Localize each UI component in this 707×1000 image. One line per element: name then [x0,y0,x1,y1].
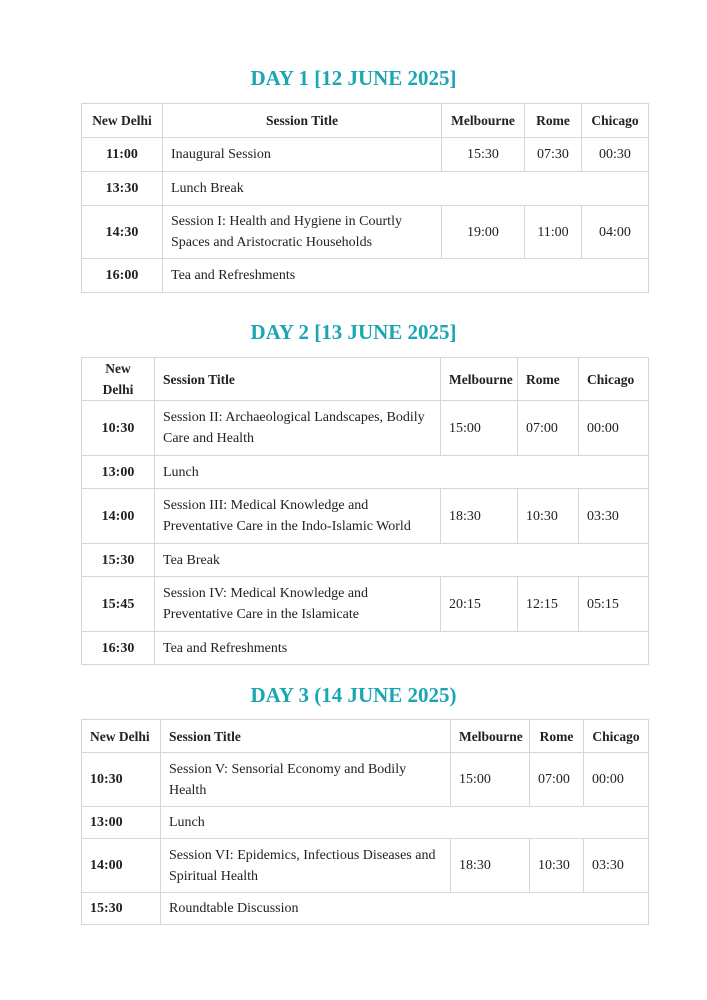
new-delhi-time: 14:30 [82,206,163,259]
table-row [82,893,649,925]
table-header-row [82,358,649,401]
day-2-title: DAY 2 [13 JUNE 2025] [250,320,457,344]
session-title: Session III: Medical Knowledge and Preventative Care in the Indo-Islamic World [155,489,441,544]
rome-time: 07:00 [530,753,584,807]
melbourne-time: 20:15 [441,577,518,632]
table-row [82,138,649,172]
table-header-row [82,104,649,138]
header-chicago: Chicago [579,358,649,401]
session-title: Lunch [155,456,649,489]
header-session-title: Session Title [155,358,441,401]
day-1-title: DAY 1 [12 JUNE 2025] [250,66,457,90]
new-delhi-time: 14:00 [82,839,161,893]
table-row [82,807,649,839]
chicago-time: 00:00 [579,401,649,456]
melbourne-time: 15:00 [441,401,518,456]
melbourne-time: 15:00 [451,753,530,807]
table-row [82,206,649,259]
chicago-time: 04:00 [582,206,649,259]
new-delhi-time: 11:00 [82,138,163,172]
session-title: Tea and Refreshments [163,259,649,293]
new-delhi-time: 13:00 [82,807,161,839]
day-3-title: DAY 3 (14 JUNE 2025) [250,683,457,707]
melbourne-time: 18:30 [451,839,530,893]
session-title: Lunch [161,807,649,839]
day-1-schedule-table [81,103,649,293]
chicago-time: 05:15 [579,577,649,632]
header-new-delhi: New Delhi [82,720,161,753]
header-melbourne: Melbourne [441,358,518,401]
header-chicago: Chicago [584,720,649,753]
new-delhi-time: 14:00 [82,489,155,544]
header-rome: Rome [530,720,584,753]
rome-time: 12:15 [518,577,579,632]
day-3-schedule-table [81,719,649,925]
session-title: Inaugural Session [163,138,442,172]
new-delhi-time: 16:00 [82,259,163,293]
session-title: Lunch Break [163,172,649,206]
session-title: Session VI: Epidemics, Infectious Diseases and Spiritual Health [161,839,451,893]
table-header-row [82,720,649,753]
session-title: Session I: Health and Hygiene in Courtly Spaces and Aristocratic Households [163,206,442,259]
table-row [82,401,649,456]
melbourne-time: 15:30 [442,138,525,172]
new-delhi-time: 13:30 [82,172,163,206]
melbourne-time: 19:00 [442,206,525,259]
new-delhi-time: 15:45 [82,577,155,632]
table-row [82,839,649,893]
table-row [82,259,649,293]
header-rome: Rome [518,358,579,401]
rome-time: 07:30 [525,138,582,172]
table-row [82,489,649,544]
chicago-time: 00:30 [582,138,649,172]
header-melbourne: Melbourne [451,720,530,753]
new-delhi-time: 15:30 [82,893,161,925]
rome-time: 07:00 [518,401,579,456]
new-delhi-time: 16:30 [82,632,155,665]
session-title: Session V: Sensorial Economy and Bodily Health [161,753,451,807]
day-2-schedule-table [81,357,649,665]
table-row [82,544,649,577]
session-title: Tea and Refreshments [155,632,649,665]
session-title: Session IV: Medical Knowledge and Preventative Care in the Islamicate [155,577,441,632]
session-title: Roundtable Discussion [161,893,649,925]
chicago-time: 03:30 [584,839,649,893]
new-delhi-time: 10:30 [82,753,161,807]
header-session-title: Session Title [161,720,451,753]
melbourne-time: 18:30 [441,489,518,544]
new-delhi-time: 13:00 [82,456,155,489]
header-rome: Rome [525,104,582,138]
chicago-time: 03:30 [579,489,649,544]
session-title: Session II: Archaeological Landscapes, Bodily Care and Health [155,401,441,456]
header-melbourne: Melbourne [442,104,525,138]
table-row [82,753,649,807]
table-row [82,577,649,632]
chicago-time: 00:00 [584,753,649,807]
header-session-title: Session Title [163,104,442,138]
table-row [82,456,649,489]
header-new-delhi: New Delhi [82,358,155,401]
session-title: Tea Break [155,544,649,577]
table-row [82,172,649,206]
rome-time: 10:30 [518,489,579,544]
rome-time: 10:30 [530,839,584,893]
header-chicago: Chicago [582,104,649,138]
new-delhi-time: 10:30 [82,401,155,456]
rome-time: 11:00 [525,206,582,259]
new-delhi-time: 15:30 [82,544,155,577]
table-row [82,632,649,665]
header-new-delhi: New Delhi [82,104,163,138]
